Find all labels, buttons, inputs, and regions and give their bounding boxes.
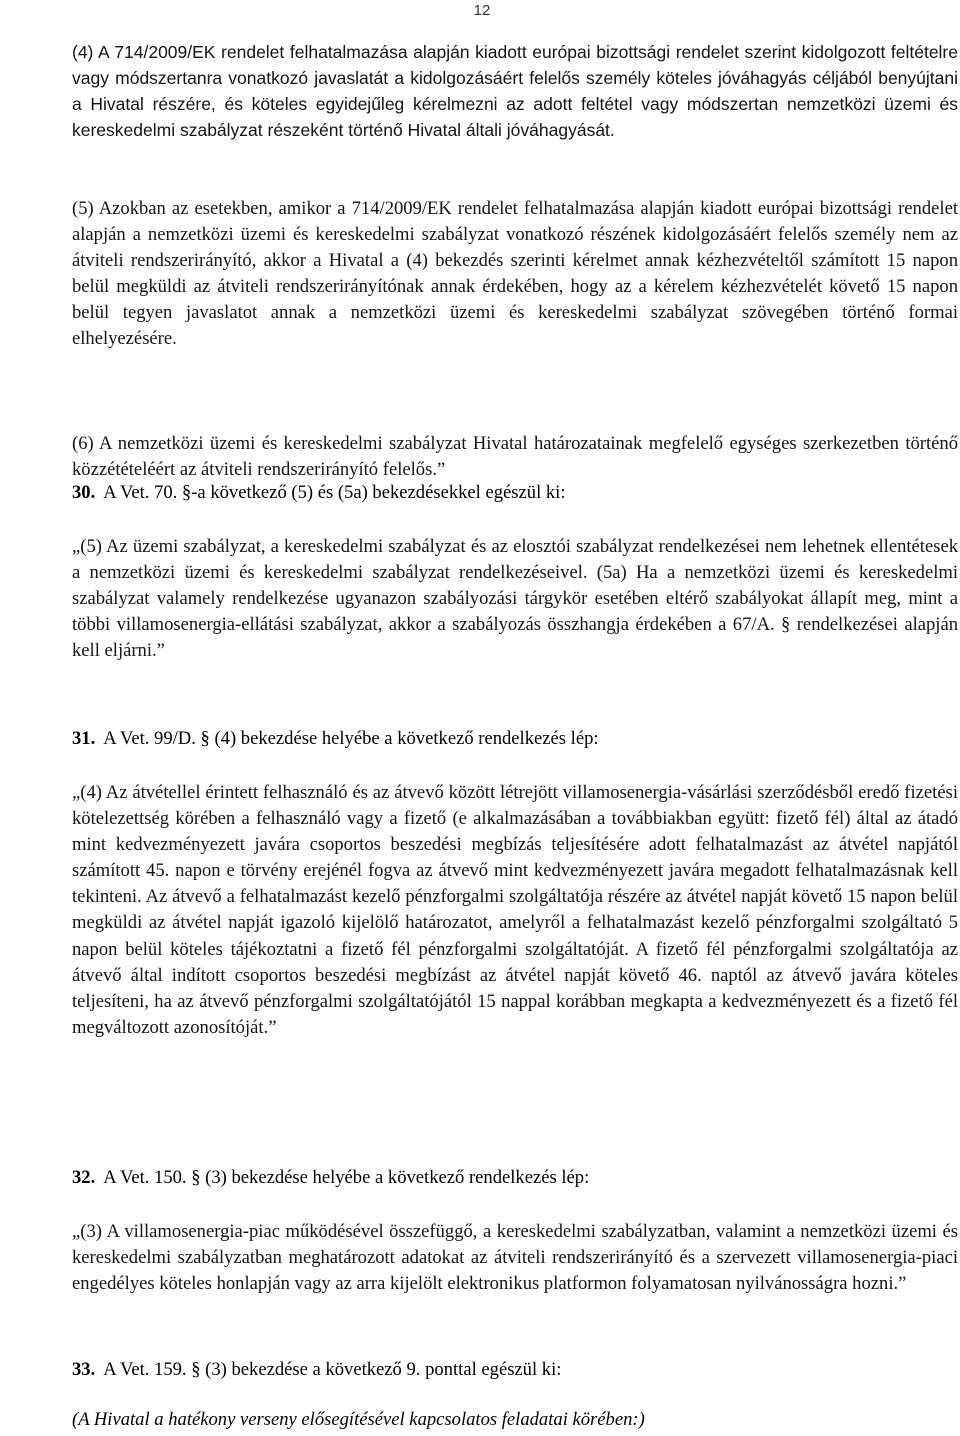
paragraph-5-block	[72, 196, 958, 353]
paragraph-6: (6) A nemzetközi üzemi és kereskedelmi szabályzat Hivatal határozatainak megfelelő egységes szerkezetben történő közzétételéért az átviteli rendszerirányító felelős.”	[72, 433, 958, 481]
section-heading-text: A Vet. 159. § (3) bekezdése a következő 9. ponttal egészül ki:	[103, 1359, 562, 1380]
amendment-text: „(5) Az üzemi szabályzat, a kereskedelmi szabályzat és az elosztói szabályzat rendelkezései nem lehetnek ellentétesek a nemzetközi üzemi és kereskedelmi szabályzat rendelkezéseivel. (5a) Ha a nemzetközi üzemi és kereskedelmi szabályzat valamely rendelkezése ugyanazon szabályozási tárgykör esetében eltérő szabályokat állapít meg, mint a többi villamosenergia-ellátási szabályzat, akkor a szabályozás összhangja érdekében a 67/A. § rendelkezései alapján kell eljárni.”	[72, 536, 958, 662]
amendment-text: „(3) A villamosenergia-piac működésével összefüggő, a kereskedelmi szabályzatban, valamint a nemzetközi üzemi és kereskedelmi szabályzatban meghatározott adatokat az átviteli rendszerirányító és a szervezett villamosenergia-piaci engedélyes köteles honlapján vagy az arra kijelölt elektronikus platformon folyamatosan nyilvánosságra hozni.”	[72, 1221, 958, 1295]
section-31-heading	[72, 726, 599, 752]
section-32-heading	[72, 1165, 589, 1191]
section-30-body	[72, 534, 958, 664]
paragraph-4-block	[72, 39, 958, 143]
closing-line: (A Hivatal a hatékony verseny elősegítésével kapcsolatos feladatai körében:)	[72, 1409, 645, 1430]
paragraph-6-block	[72, 431, 958, 483]
section-30-heading	[72, 480, 566, 506]
paragraph-5: (5) Azokban az esetekben, amikor a 714/2009/EK rendelet felhatalmazása alapján kiadott európai bizottsági rendelet alapján a nemzetközi üzemi és kereskedelmi szabályzat vonatkozó részének kidolgozásáért felelős személy nem az átviteli rendszerirányító, akkor a Hivatal a (4) bekezdés szerinti kérelmet annak kézhezvételtől számított 15 napon belül megküldi az átviteli rendszerirányítónak annak érdekében, hogy az a kérelem kézhezvételét követő 15 napon belül tegyen javaslatot annak a nemzetközi üzemi és kereskedelmi szabályzat szövegében történő formai elhelyezésére.	[72, 198, 958, 350]
amendment-text: „(4) Az átvétellel érintett felhasználó és az átvevő között létrejött villamosenergia-vásárlási szerződésből eredő fizetési kötelezettség körében a felhasználó vagy a fizető (e alkalmazásában a továbbiakban együtt: fizető fél) által az átadó mint kedvezményezett javára csoportos beszedési megbízás teljesítésére adott felhatalmazást az átvétel napjától számított 45. napon e törvény erejénél fogva az átvevő mint kedvezményezett javára megadott felhatalmazásnak kell tekinteni. Az átvevő a felhatalmazást kezelő pénzforgalmi szolgáltatója részére az átvétel napját követő 15 napon belül megküldi az átvétel napját igazoló kijelölő határozatot, amelyről a felhatalmazást kezelő pénzforgalmi szolgáltató 5 napon belül köteles tájékoztatni a fizető fél pénzforgalmi szolgáltatóját. A fizető fél pénzforgalmi szolgáltatója az átvevő által indított csoportos beszedési megbízást az átvétel napját követő 46. naptól az átvevő javára köteles teljesíteni, ha az átvevő pénzforgalmi szolgáltatójától 15 nappal korábban megkapta a kedvezményezett és a fizető fél megváltozott azonosítóját.”	[72, 782, 958, 1038]
section-32-body	[72, 1219, 958, 1297]
section-31-body	[72, 780, 958, 1041]
page-number: 12	[473, 2, 491, 19]
section-number: 30.	[72, 482, 96, 503]
section-number: 32.	[72, 1167, 96, 1188]
section-number: 33.	[72, 1359, 96, 1380]
section-heading-text: A Vet. 150. § (3) bekezdése helyébe a következő rendelkezés lép:	[103, 1167, 590, 1188]
section-number: 31.	[72, 728, 96, 749]
section-heading-text: A Vet. 70. §-a következő (5) és (5a) bekezdésekkel egészül ki:	[103, 482, 566, 503]
section-heading-text: A Vet. 99/D. § (4) bekezdése helyébe a következő rendelkezés lép:	[103, 728, 599, 749]
section-33-heading	[72, 1357, 561, 1383]
paragraph-4: (4) A 714/2009/EK rendelet felhatalmazása alapján kiadott európai bizottsági rendelet szerint kidolgozott feltételre vagy módszertanra vonatkozó javaslatát a kidolgozásáért felelős személy köteles jóváhagyás céljából benyújtani a Hivatal részére, és köteles egyidejűleg kérelmezni az adott feltétel vagy módszertan nemzetközi üzemi és kereskedelmi szabályzat részeként történő Hivatal általi jóváhagyását.	[72, 42, 958, 141]
